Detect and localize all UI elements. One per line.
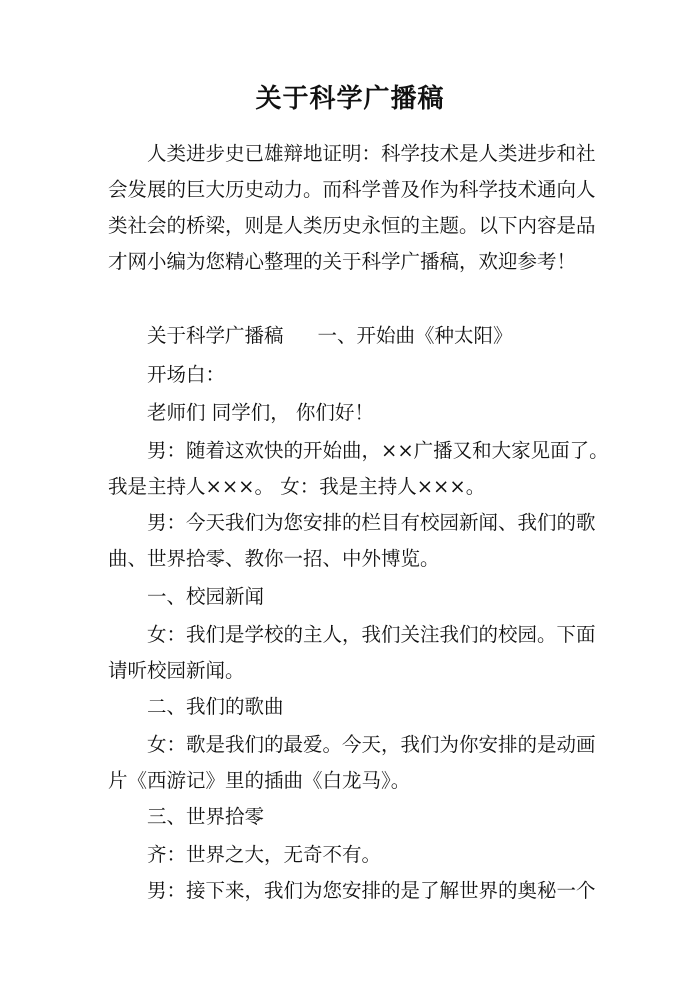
body-line: 男：接下来，我们为您安排的是了解世界的奥秘一个 bbox=[147, 879, 596, 902]
body-line: 请听校园新闻。 bbox=[108, 659, 245, 682]
body-line: 我是主持人×××。 女：我是主持人×××。 bbox=[108, 475, 486, 498]
heading-left: 关于科学广播稿 bbox=[147, 324, 284, 347]
intro-line: 会发展的巨大历史动力。而科学普及作为科学技术通向人 bbox=[108, 178, 596, 201]
body-line: 片《西游记》里的插曲《白龙马》。 bbox=[108, 769, 411, 792]
body-line: 女：我们是学校的主人，我们关注我们的校园。下面 bbox=[147, 623, 596, 646]
intro-line: 类社会的桥梁，则是人类历史永恒的主题。以下内容是品 bbox=[108, 214, 596, 237]
intro-line: 人类进步史已雄辩地证明：科学技术是人类进步和社 bbox=[147, 142, 596, 165]
intro-line: 才网小编为您精心整理的关于科学广播稿，欢迎参考！ bbox=[108, 250, 577, 273]
section-heading: 二、我们的歌曲 bbox=[147, 695, 284, 718]
body-line: 老师们 同学们， 你们好！ bbox=[147, 401, 374, 424]
body-line: 女：歌是我们的最爱。今天，我们为你安排的是动画 bbox=[147, 733, 596, 756]
body-line: 齐：世界之大，无奇不有。 bbox=[147, 843, 382, 866]
body-line: 男：今天我们为您安排的栏目有校园新闻、我们的歌 bbox=[147, 511, 596, 534]
section-heading: 一、校园新闻 bbox=[147, 585, 265, 608]
body-line: 开场白： bbox=[147, 363, 226, 386]
heading-line bbox=[147, 322, 513, 350]
heading-right: 一、开始曲《种太阳》 bbox=[317, 324, 513, 347]
body-line: 男：随着这欢快的开始曲，××广播又和大家见面了。 bbox=[147, 439, 609, 462]
document-title: 关于科学广播稿 bbox=[255, 84, 445, 114]
section-heading: 三、世界拾零 bbox=[147, 805, 265, 828]
body-line: 曲、世界拾零、教你一招、中外博览。 bbox=[108, 547, 440, 570]
